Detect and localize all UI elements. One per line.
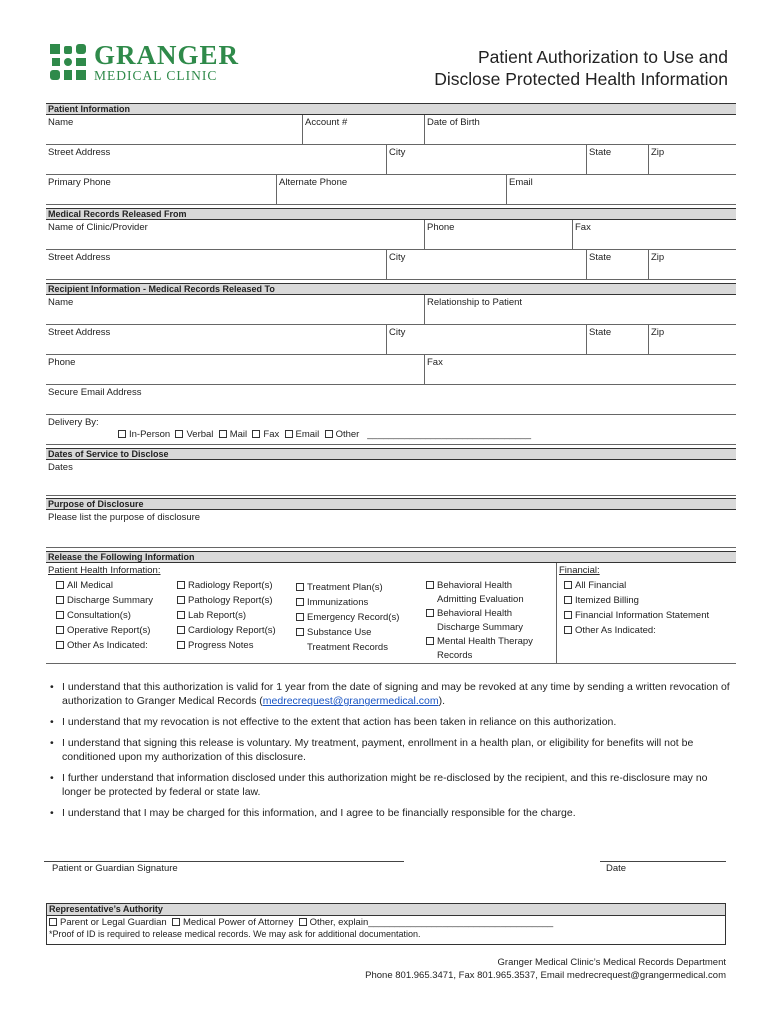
- signature-line[interactable]: [44, 861, 404, 862]
- phi-column-2: [177, 578, 276, 653]
- field-label: City: [389, 147, 406, 158]
- clinic-subtitle: MEDICAL CLINIC: [94, 68, 218, 83]
- dates-section: [46, 448, 736, 496]
- option-treatment-plans[interactable]: [296, 580, 399, 595]
- dates-row: [46, 460, 736, 496]
- checkbox-icon: [177, 641, 185, 649]
- checkbox-icon: [426, 637, 434, 645]
- dates-field[interactable]: [46, 460, 736, 495]
- rep-other-blank[interactable]: ___________________________________: [368, 917, 554, 928]
- released-phone-field[interactable]: [424, 220, 572, 249]
- delivery-option-in-person[interactable]: [118, 429, 170, 440]
- delivery-option-verbal[interactable]: [175, 429, 213, 440]
- option-label: Substance Use: [307, 627, 372, 638]
- option-label: Itemized Billing: [575, 595, 639, 606]
- checkbox-icon: [172, 918, 180, 926]
- field-label: Street Address: [48, 252, 111, 263]
- recipient-row-2: [46, 325, 736, 355]
- option-label: In-Person: [129, 429, 171, 440]
- field-label: Zip: [651, 252, 665, 263]
- patient-zip-field[interactable]: [648, 145, 736, 174]
- released-fax-field[interactable]: [572, 220, 736, 249]
- option-label: Fax: [263, 429, 280, 440]
- title-line-1: Patient Authorization to Use and: [477, 47, 728, 67]
- checkbox-icon: [296, 598, 304, 606]
- checkbox-icon: [56, 611, 64, 619]
- patient-city-field[interactable]: [386, 145, 586, 174]
- patient-street-field[interactable]: [46, 145, 386, 174]
- phi-column-3: [296, 580, 399, 655]
- checkbox-icon: [56, 581, 64, 589]
- secure-email-field[interactable]: [46, 385, 736, 414]
- representative-note: *Proof of ID is required to release medical records. We may ask for additional documentation.: [49, 929, 421, 939]
- checkbox-icon: [426, 581, 434, 589]
- option-label: Treatment Plan(s): [307, 582, 383, 593]
- patient-row-2: [46, 145, 736, 175]
- patient-name-field[interactable]: [46, 115, 302, 144]
- field-label: Phone: [427, 222, 455, 233]
- checkbox-icon: [177, 581, 185, 589]
- delivery-option-fax[interactable]: [252, 429, 279, 440]
- delivery-option-other[interactable]: [325, 429, 360, 440]
- option-consultations[interactable]: [56, 608, 153, 623]
- purpose-row: [46, 510, 736, 548]
- field-label: Fax: [575, 222, 591, 233]
- recipient-phone-field[interactable]: [46, 355, 424, 384]
- field-label: State: [589, 327, 612, 338]
- checkbox-icon: [118, 430, 126, 438]
- section-header: Recipient Information - Medical Records Released To: [46, 283, 736, 295]
- recipient-row-3: [46, 355, 736, 385]
- option-radiology[interactable]: [177, 578, 276, 593]
- option-label: Emergency Record(s): [307, 612, 400, 623]
- released-street-field[interactable]: [46, 250, 386, 279]
- option-all-medical[interactable]: [56, 578, 153, 593]
- field-label: Secure Email Address: [48, 387, 142, 398]
- signature-label: Patient or Guardian Signature: [52, 863, 178, 874]
- phi-label: Patient Health Information:: [48, 565, 161, 576]
- recipient-name-field[interactable]: [46, 295, 424, 324]
- option-pathology[interactable]: [177, 593, 276, 608]
- checkbox-icon: [426, 609, 434, 617]
- statement-1: [50, 680, 730, 708]
- option-bh-discharge[interactable]: [426, 607, 533, 621]
- delivery-other-blank[interactable]: _______________________________: [367, 429, 532, 440]
- option-all-financial[interactable]: [564, 578, 709, 593]
- option-bh-admitting-line2: Admitting Evaluation: [437, 594, 524, 605]
- clinic-name: GRANGER: [94, 40, 240, 70]
- checkbox-icon: [219, 430, 227, 438]
- rep-option-guardian[interactable]: [49, 917, 167, 928]
- release-row: [46, 563, 736, 664]
- representative-section: [46, 903, 726, 945]
- delivery-field: [46, 415, 736, 444]
- recipient-row-1: [46, 295, 736, 325]
- option-operative-reports[interactable]: [56, 623, 153, 638]
- statement-4: • I further understand that information disclosed under this authorization might be re-disclosed by the recipient, and this re-disclosure may no longer be protected by federal or state law.: [50, 771, 730, 799]
- patient-row-1: [46, 115, 736, 145]
- field-label: Name: [48, 297, 74, 308]
- clinic-provider-field[interactable]: [46, 220, 424, 249]
- account-field[interactable]: [302, 115, 424, 144]
- acknowledgement-list: [50, 680, 730, 825]
- option-substance-use-line2: Treatment Records: [307, 642, 388, 653]
- option-cardiology[interactable]: [177, 623, 276, 638]
- checkbox-icon: [296, 583, 304, 591]
- option-progress-notes[interactable]: [177, 638, 276, 653]
- phi-column-1: [56, 578, 153, 653]
- option-lab[interactable]: [177, 608, 276, 623]
- option-label: Consultation(s): [67, 610, 131, 621]
- field-label: Date of Birth: [427, 117, 480, 128]
- checkbox-icon: [177, 611, 185, 619]
- checkbox-icon: [177, 596, 185, 604]
- option-label: Other As Indicated:: [575, 625, 656, 636]
- checkbox-icon: [175, 430, 183, 438]
- option-label: Other, explain: [309, 917, 369, 928]
- section-header: Purpose of Disclosure: [46, 498, 736, 510]
- checkbox-icon: [252, 430, 260, 438]
- clinic-logo-icon: [50, 44, 88, 82]
- field-label: City: [389, 327, 406, 338]
- option-label: Mental Health Therapy: [437, 636, 533, 647]
- section-header: Dates of Service to Disclose: [46, 448, 736, 460]
- option-label: Lab Report(s): [188, 610, 247, 621]
- option-discharge-summary[interactable]: [56, 593, 153, 608]
- released-row-2: [46, 250, 736, 280]
- option-substance-use[interactable]: [296, 625, 399, 640]
- relationship-field[interactable]: [424, 295, 736, 324]
- checkbox-icon: [299, 918, 307, 926]
- field-label: Name of Clinic/Provider: [48, 222, 148, 233]
- field-label: Please list the purpose of disclosure: [48, 512, 201, 523]
- checkbox-icon: [49, 918, 57, 926]
- option-label: Progress Notes: [188, 640, 254, 651]
- field-label: Account #: [305, 117, 348, 128]
- released-city-field[interactable]: [386, 250, 586, 279]
- option-label: Discharge Summary: [67, 595, 154, 606]
- statement-5: • I understand that I may be charged for this information, and I agree to be financially responsible for the charge.: [50, 806, 730, 820]
- title-line-2: Disclose Protected Health Information: [434, 69, 728, 89]
- option-label: Behavioral Health: [437, 580, 512, 591]
- checkbox-icon: [177, 626, 185, 634]
- option-emergency-records[interactable]: [296, 610, 399, 625]
- recipient-street-field[interactable]: [46, 325, 386, 354]
- field-label: Relationship to Patient: [427, 297, 523, 308]
- section-header: Medical Records Released From: [46, 208, 736, 220]
- checkbox-icon: [564, 611, 572, 619]
- option-itemized-billing[interactable]: [564, 593, 709, 608]
- page-title: [434, 46, 728, 90]
- field-label: State: [589, 147, 612, 158]
- purpose-field[interactable]: [46, 510, 736, 547]
- phi-column-4: [426, 579, 533, 663]
- option-financial-other[interactable]: [564, 623, 709, 638]
- option-label: All Financial: [575, 580, 627, 591]
- patient-state-field[interactable]: [586, 145, 648, 174]
- recipient-row-4: [46, 385, 736, 415]
- option-label: Other As Indicated:: [67, 640, 148, 651]
- option-label: Pathology Report(s): [188, 595, 273, 606]
- delivery-options: [118, 429, 531, 440]
- field-label: Zip: [651, 327, 665, 338]
- option-immunizations[interactable]: [296, 595, 399, 610]
- option-label: Other: [335, 429, 360, 440]
- field-label: Phone: [48, 357, 76, 368]
- financial-label: Financial:: [559, 565, 600, 576]
- checkbox-icon: [285, 430, 293, 438]
- option-label: Financial Information Statement: [575, 610, 710, 621]
- checkbox-icon: [56, 641, 64, 649]
- patient-email-field[interactable]: [506, 175, 736, 204]
- option-other-indicated[interactable]: [56, 638, 153, 653]
- option-label: Radiology Report(s): [188, 580, 273, 591]
- patient-info-section: [46, 103, 736, 205]
- checkbox-icon: [564, 596, 572, 604]
- delivery-option-email[interactable]: [285, 429, 320, 440]
- section-header: Representative’s Authority: [47, 904, 725, 916]
- statement-text: ).: [438, 695, 446, 707]
- released-from-section: [46, 208, 736, 280]
- released-row-1: [46, 220, 736, 250]
- field-label: Primary Phone: [48, 177, 111, 188]
- checkbox-icon: [325, 430, 333, 438]
- option-bh-admitting[interactable]: [426, 579, 533, 593]
- statement-3: • I understand that signing this release is voluntary. My treatment, payment, enrollment in a health plan, or eligibility for benefits will not be conditioned upon my authorization of this disclosure.: [50, 736, 730, 764]
- section-header: Patient Information: [46, 103, 736, 115]
- released-state-field[interactable]: [586, 250, 648, 279]
- recipient-fax-field[interactable]: [424, 355, 736, 384]
- footer-line-1: Granger Medical Clinic’s Medical Records Department: [497, 957, 726, 968]
- statement-text: I understand that this authorization is valid for 1 year from the date of signing and may be revoked at any time by sending a written revocation of authorization to Granger Medical Records (: [62, 681, 730, 707]
- option-label: All Medical: [67, 580, 113, 591]
- field-label: City: [389, 252, 406, 263]
- field-label: Street Address: [48, 147, 111, 158]
- form-header: [0, 0, 770, 100]
- footer: [365, 956, 726, 982]
- date-line[interactable]: [600, 861, 726, 862]
- field-label: State: [589, 252, 612, 263]
- records-email-link[interactable]: medrecrequest@grangermedical.com: [262, 695, 439, 707]
- delivery-option-mail[interactable]: [219, 429, 247, 440]
- option-label: Immunizations: [307, 597, 369, 608]
- field-label: Fax: [427, 357, 443, 368]
- field-label: Email: [509, 177, 533, 188]
- released-zip-field[interactable]: [648, 250, 736, 279]
- representative-options: [47, 916, 725, 929]
- field-label: Alternate Phone: [279, 177, 348, 188]
- option-mental-health-line2: Records: [437, 650, 473, 661]
- option-label: Behavioral Health: [437, 608, 512, 619]
- date-label: Date: [606, 863, 627, 874]
- option-label: Email: [295, 429, 320, 440]
- checkbox-icon: [564, 581, 572, 589]
- option-label: Medical Power of Attorney: [182, 917, 294, 928]
- checkbox-icon: [56, 596, 64, 604]
- option-financial-statement[interactable]: [564, 608, 709, 623]
- purpose-section: [46, 498, 736, 548]
- recipient-city-field[interactable]: [386, 325, 586, 354]
- checkbox-icon: [296, 613, 304, 621]
- rep-option-other[interactable]: [299, 917, 369, 928]
- rep-option-poa[interactable]: [172, 917, 293, 928]
- recipient-state-field[interactable]: [586, 325, 648, 354]
- footer-line-2: Phone 801.965.3471, Fax 801.965.3537, Email medrecrequest@grangermedical.com: [365, 970, 726, 981]
- checkbox-icon: [296, 628, 304, 636]
- field-label: Dates: [48, 462, 73, 473]
- recipient-zip-field[interactable]: [648, 325, 736, 354]
- dob-field[interactable]: [424, 115, 736, 144]
- checkbox-icon: [56, 626, 64, 634]
- section-header: Release the Following Information: [46, 551, 736, 563]
- primary-phone-field[interactable]: [46, 175, 276, 204]
- delivery-row: [46, 415, 736, 445]
- option-label: Parent or Legal Guardian: [60, 917, 167, 928]
- field-label: Street Address: [48, 327, 111, 338]
- option-mental-health[interactable]: [426, 635, 533, 649]
- option-label: Verbal: [186, 429, 214, 440]
- option-label: Mail: [229, 429, 248, 440]
- recipient-section: [46, 283, 736, 445]
- patient-row-3: [46, 175, 736, 205]
- field-label: Zip: [651, 147, 665, 158]
- field-label: Delivery By:: [48, 417, 99, 428]
- release-section: [46, 551, 736, 664]
- checkbox-icon: [564, 626, 572, 634]
- option-bh-discharge-line2: Discharge Summary: [437, 622, 524, 633]
- statement-2: • I understand that my revocation is not effective to the extent that action has been taken in reliance on this authorization.: [50, 715, 730, 729]
- financial-column: [564, 578, 709, 638]
- field-label: Name: [48, 117, 74, 128]
- option-label: Cardiology Report(s): [188, 625, 276, 636]
- option-label: Operative Report(s): [67, 625, 151, 636]
- alternate-phone-field[interactable]: [276, 175, 506, 204]
